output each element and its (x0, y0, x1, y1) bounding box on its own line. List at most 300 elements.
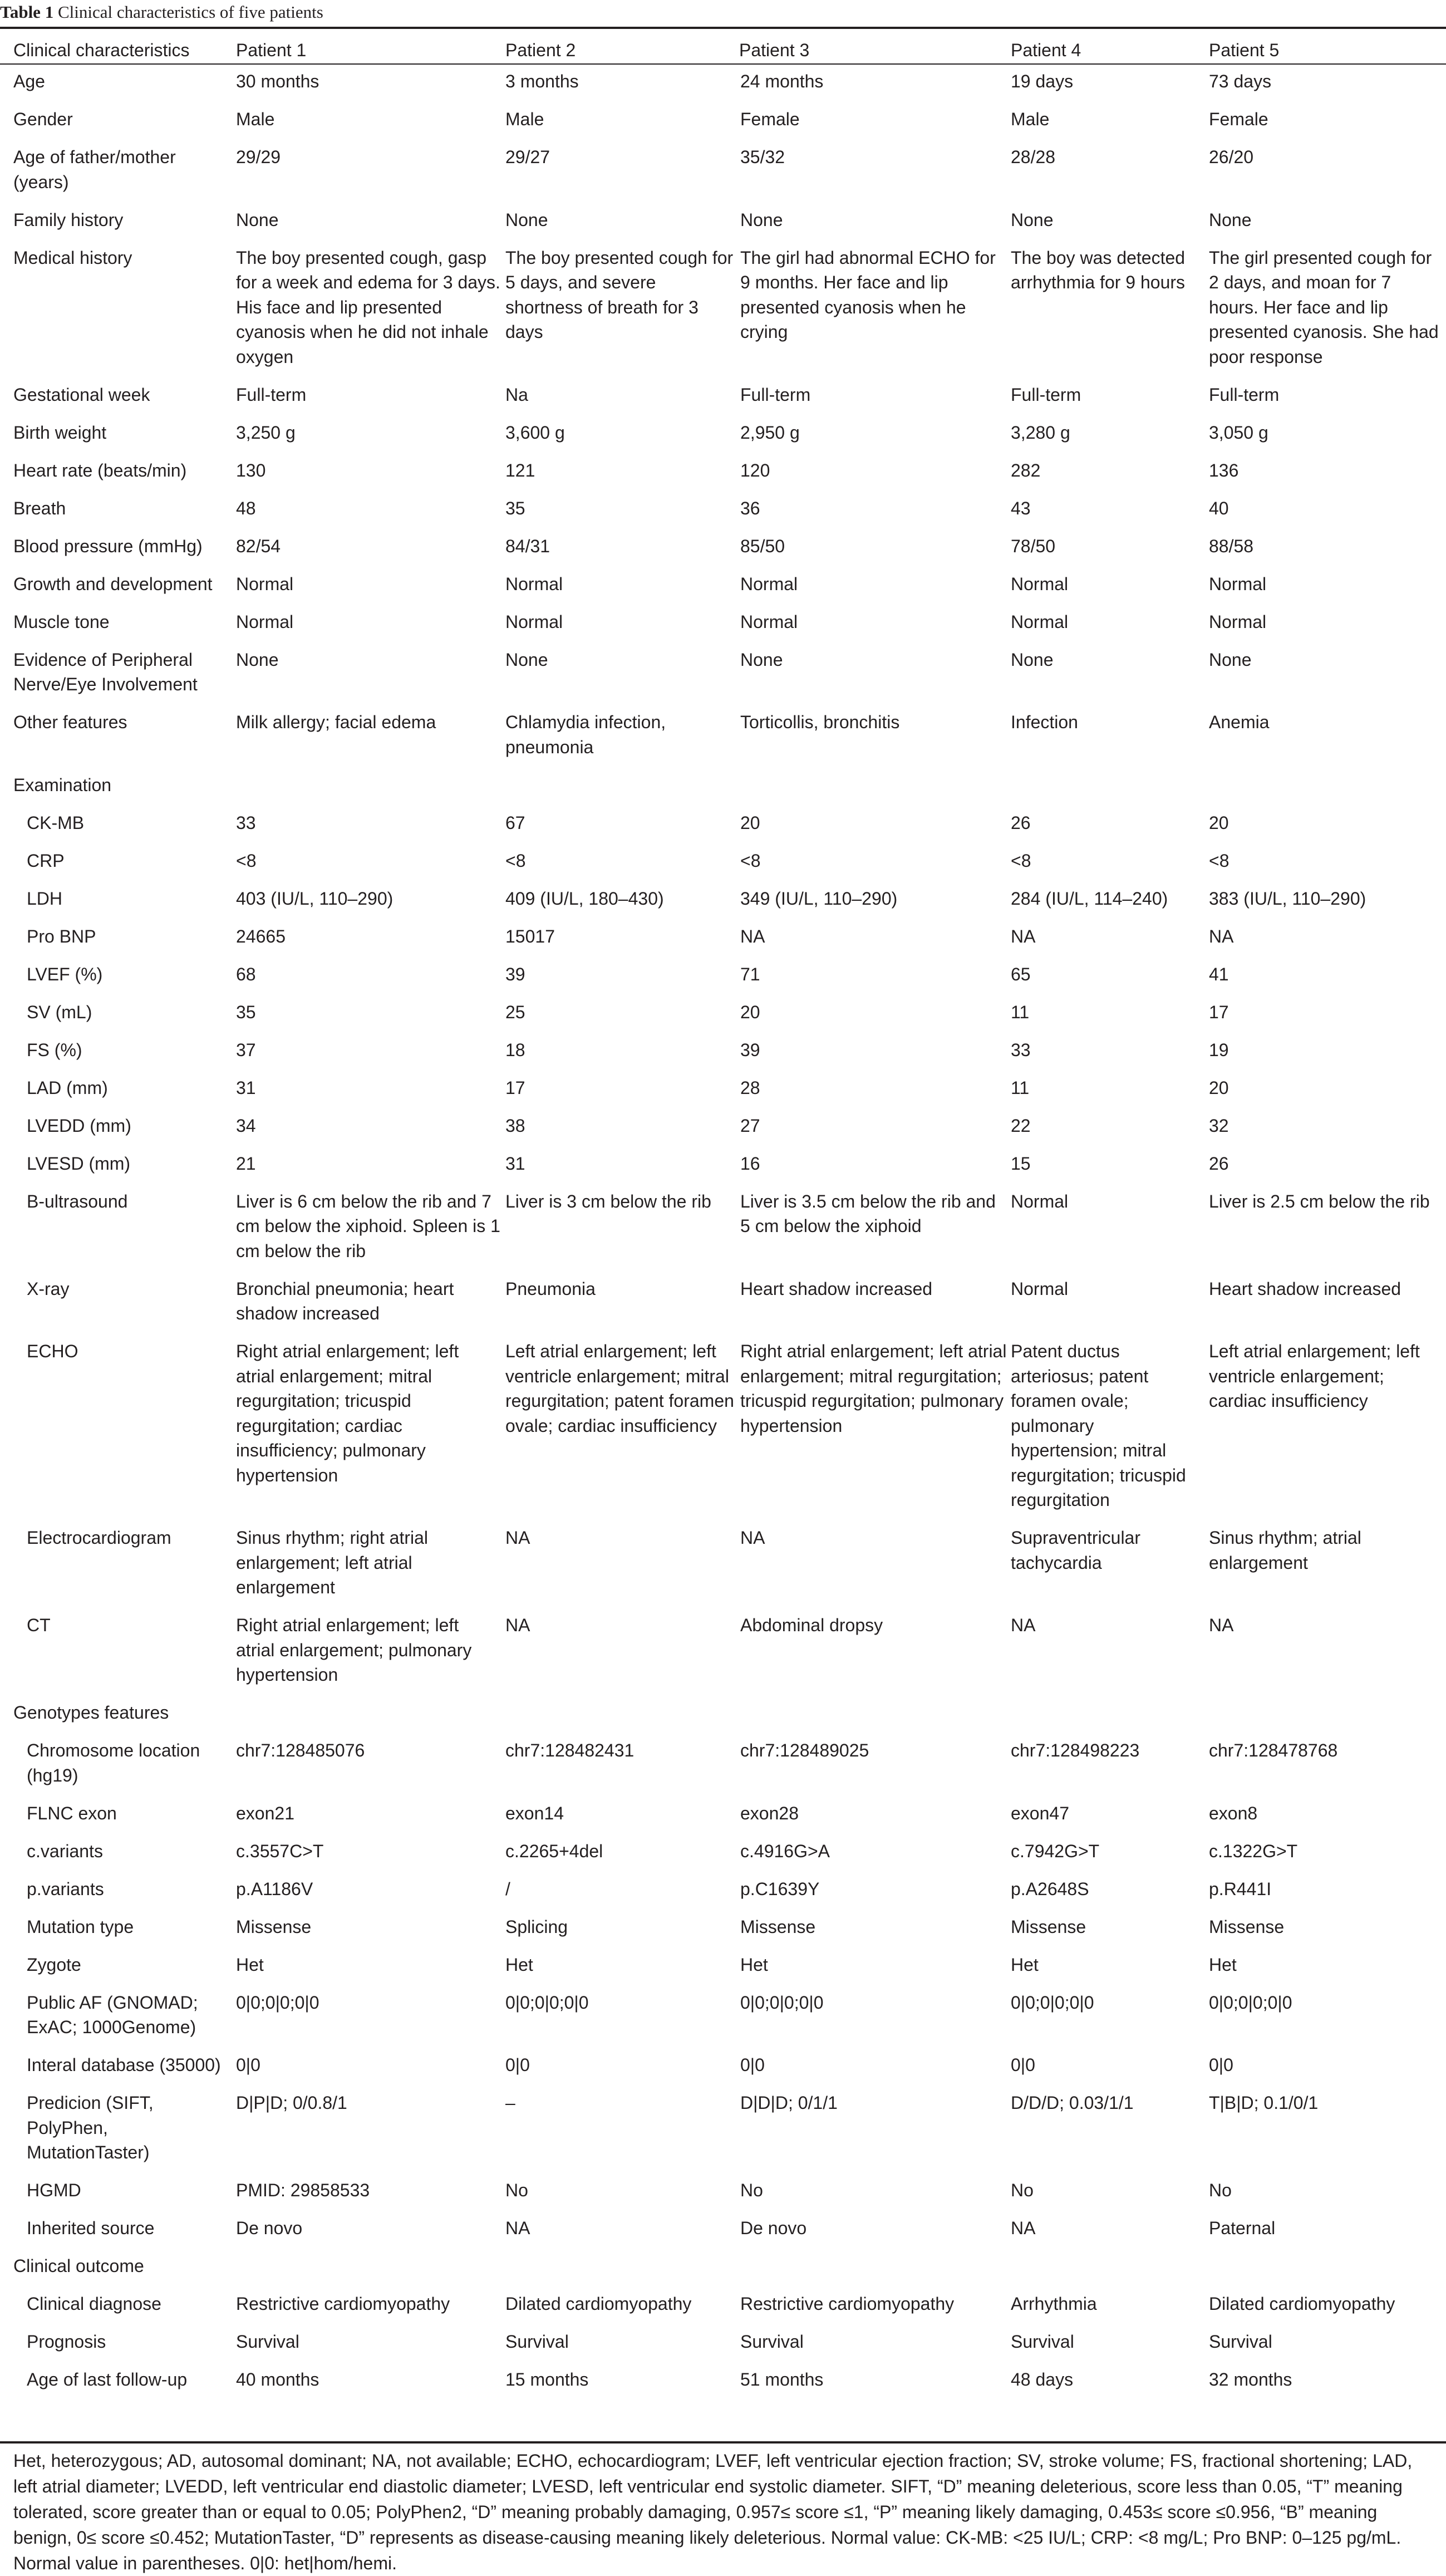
table-row (0, 1877, 1446, 1915)
cell-patient-5: None (1209, 209, 1252, 230)
header-patient-5: Patient 5 (1209, 40, 1280, 60)
cell-patient-4: 28/28 (1011, 147, 1056, 167)
cell-patient-2: Male (505, 109, 544, 129)
row-label: p.variants (27, 1878, 104, 1899)
cell-patient-2: 35 (505, 498, 525, 518)
top-rule (0, 27, 1446, 29)
bottom-rule (0, 2441, 1446, 2443)
cell-patient-3: None (740, 209, 783, 230)
cell-patient-2: 409 (IU/L, 180–430) (505, 888, 664, 909)
cell-patient-3: 0|0 (740, 2055, 765, 2075)
cell-patient-5: 383 (IU/L, 110–290) (1209, 888, 1366, 909)
cell-patient-2: c.2265+4del (505, 1841, 603, 1861)
table-row (0, 1738, 1446, 1801)
row-label: X-ray (27, 1278, 70, 1299)
table-row (0, 886, 1446, 924)
table-row (0, 647, 1446, 710)
cell-patient-3: 20 (740, 1002, 760, 1022)
cell-patient-4: 22 (1011, 1115, 1031, 1136)
row-label: Family history (13, 209, 124, 230)
cell-patient-1: 82/54 (236, 536, 281, 556)
cell-patient-4: Full-term (1011, 384, 1081, 405)
cell-patient-1: 403 (IU/L, 110–290) (236, 888, 394, 909)
row-label: CRP (27, 850, 65, 871)
table-row (0, 1038, 1446, 1076)
cell-patient-3 (739, 2254, 1011, 2292)
cell-patient-5: 20 (1209, 812, 1229, 833)
cell-patient-1: exon21 (236, 1803, 294, 1823)
cell-patient-5: Liver is 2.5 cm below the rib (1209, 1191, 1430, 1211)
row-label: CT (27, 1615, 51, 1635)
cell-patient-1: Survival (236, 2332, 299, 2352)
table-row (0, 1113, 1446, 1151)
cell-patient-3: Normal (740, 611, 798, 632)
cell-patient-2: NA (505, 1528, 530, 1548)
cell-patient-3: Het (740, 1954, 768, 1975)
cell-patient-5: 0|0 (1209, 2055, 1233, 2075)
cell-patient-1: Normal (236, 611, 294, 632)
cell-patient-2: 0|0 (505, 2055, 530, 2075)
cell-patient-1: None (236, 209, 279, 230)
cell-patient-5: Normal (1209, 611, 1267, 632)
row-label: Gestational week (13, 384, 150, 405)
cell-patient-4: Het (1011, 1954, 1039, 1975)
cell-patient-2 (505, 1700, 739, 1738)
table-row (0, 962, 1446, 1000)
cell-patient-1: 0|0;0|0;0|0 (236, 1992, 319, 2013)
table-row (0, 145, 1446, 208)
cell-patient-1: 3,250 g (236, 422, 296, 443)
cell-patient-3: Right atrial enlargement; left atrial enlargement; mitral regurgitation; tricuspid regurgitation; pulmonary hypertension (740, 1341, 1007, 1436)
cell-patient-4: 65 (1011, 964, 1031, 984)
cell-patient-5: 88/58 (1209, 536, 1254, 556)
row-label: Evidence of Peripheral Nerve/Eye Involvement (13, 649, 198, 694)
cell-patient-2: Liver is 3 cm below the rib (505, 1191, 711, 1211)
cell-patient-1: Missense (236, 1916, 312, 1937)
cell-patient-3 (739, 773, 1011, 811)
cell-patient-4: 284 (IU/L, 114–240) (1011, 888, 1168, 909)
cell-patient-5: 32 (1209, 1115, 1229, 1136)
section-row (0, 2254, 1446, 2292)
row-label: Age of father/mother (years) (13, 147, 176, 192)
table-row (0, 1277, 1446, 1339)
cell-patient-4: 33 (1011, 1039, 1031, 1060)
cell-patient-1: 40 months (236, 2369, 319, 2389)
row-label: c.variants (27, 1841, 103, 1861)
table-row (0, 1990, 1446, 2053)
cell-patient-1: PMID: 29858533 (236, 2180, 370, 2200)
cell-patient-2: Splicing (505, 1916, 568, 1937)
cell-patient-5: Anemia (1209, 712, 1270, 732)
cell-patient-2: 15 months (505, 2369, 589, 2389)
cell-patient-4: Normal (1011, 1191, 1069, 1211)
section-label: Genotypes features (13, 1702, 169, 1723)
row-label: Zygote (27, 1954, 81, 1975)
table-row (0, 208, 1446, 246)
cell-patient-2: None (505, 649, 548, 670)
cell-patient-3: chr7:128489025 (740, 1740, 869, 1760)
row-label: Blood pressure (mmHg) (13, 536, 203, 556)
table-row (0, 1000, 1446, 1038)
cell-patient-2: NA (505, 2218, 530, 2238)
cell-patient-1: Restrictive cardiomyopathy (236, 2294, 450, 2314)
cell-patient-5: Full-term (1209, 384, 1280, 405)
cell-patient-4: Infection (1011, 712, 1078, 732)
cell-patient-2: 31 (505, 1153, 525, 1174)
table-row (0, 2178, 1446, 2216)
table-row (0, 382, 1446, 420)
row-label: LVEDD (mm) (27, 1115, 131, 1136)
table-row (0, 710, 1446, 773)
cell-patient-3: 85/50 (740, 536, 785, 556)
cell-patient-3: 349 (IU/L, 110–290) (740, 888, 898, 909)
row-label: LAD (mm) (27, 1077, 108, 1098)
cell-patient-4: 3,280 g (1011, 422, 1070, 443)
cell-patient-5: Het (1209, 1954, 1237, 1975)
cell-patient-3: p.C1639Y (740, 1878, 820, 1899)
cell-patient-1: 48 (236, 498, 256, 518)
cell-patient-5: Sinus rhythm; atrial enlargement (1209, 1528, 1361, 1573)
table-row (0, 1839, 1446, 1877)
table-row (0, 924, 1446, 962)
table-row (0, 572, 1446, 610)
row-label: FS (%) (27, 1039, 82, 1060)
cell-patient-5: 136 (1209, 460, 1239, 480)
header-patient-1: Patient 1 (236, 40, 307, 60)
header-rule (0, 63, 1446, 65)
cell-patient-1: 33 (236, 812, 256, 833)
cell-patient-5: 3,050 g (1209, 422, 1268, 443)
cell-patient-4: Male (1011, 109, 1050, 129)
cell-patient-4 (1011, 2254, 1209, 2292)
cell-patient-3: 36 (740, 498, 760, 518)
cell-patient-1: Right atrial enlargement; left atrial enlargement; mitral regurgitation; tricuspid regurgitation; cardiac insufficiency; pulmonary hypertension (236, 1341, 459, 1485)
header-patient-3: Patient 3 (739, 40, 810, 60)
cell-patient-2: Left atrial enlargement; left ventricle enlargement; mitral regurgitation; patent foramen ovale; cardiac insufficiency (505, 1341, 734, 1436)
cell-patient-5: 17 (1209, 1002, 1229, 1022)
cell-patient-5: Paternal (1209, 2218, 1276, 2238)
table-label: Table 1 (0, 2, 54, 22)
cell-patient-2: Normal (505, 573, 563, 594)
row-label: SV (mL) (27, 1002, 92, 1022)
section-label: Clinical outcome (13, 2256, 144, 2276)
cell-patient-5: chr7:128478768 (1209, 1740, 1338, 1760)
section-row (0, 1700, 1446, 1738)
table-row (0, 420, 1446, 458)
cell-patient-4: Survival (1011, 2332, 1074, 2352)
cell-patient-2: exon14 (505, 1803, 564, 1823)
cell-patient-5: The girl presented cough for 2 days, and moan for 7 hours. Her face and lip presented cyanosis. She had poor response (1209, 247, 1439, 367)
cell-patient-2: None (505, 209, 548, 230)
cell-patient-5: <8 (1209, 850, 1229, 871)
cell-patient-1: Bronchial pneumonia; heart shadow increased (236, 1278, 454, 1323)
cell-patient-3: Abdominal dropsy (740, 1615, 883, 1635)
row-label: HGMD (27, 2180, 81, 2200)
cell-patient-5: Missense (1209, 1916, 1285, 1937)
table-row (0, 1525, 1446, 1613)
cell-patient-3: Liver is 3.5 cm below the rib and 5 cm below the xiphoid (740, 1191, 996, 1236)
cell-patient-1: 35 (236, 1002, 256, 1022)
cell-patient-2: / (505, 1878, 510, 1899)
cell-patient-2: Pneumonia (505, 1278, 596, 1299)
cell-patient-3: Full-term (740, 384, 811, 405)
cell-patient-1: The boy presented cough, gasp for a week and edema for 3 days. His face and lip presented cyanosis when he did not inhale oxygen (236, 247, 500, 367)
cell-patient-4: 11 (1011, 1077, 1030, 1098)
cell-patient-3: D|D|D; 0/1/1 (740, 2093, 838, 2113)
table-row (0, 610, 1446, 647)
section-label: Examination (13, 774, 112, 795)
cell-patient-2: Dilated cardiomyopathy (505, 2294, 692, 2314)
cell-patient-2: 121 (505, 460, 535, 480)
cell-patient-4: Arrhythmia (1011, 2294, 1097, 2314)
cell-patient-5: 26/20 (1209, 147, 1254, 167)
cell-patient-5: 40 (1209, 498, 1229, 518)
cell-patient-3: 27 (740, 1115, 760, 1136)
cell-patient-5: 26 (1209, 1153, 1229, 1174)
cell-patient-1: Male (236, 109, 275, 129)
cell-patient-4: NA (1011, 926, 1036, 946)
cell-patient-2: 84/31 (505, 536, 550, 556)
cell-patient-3: Survival (740, 2332, 804, 2352)
row-label: Gender (13, 109, 73, 129)
cell-patient-4: <8 (1011, 850, 1031, 871)
table-row (0, 811, 1446, 848)
cell-patient-1: 24665 (236, 926, 286, 946)
row-label: LVEF (%) (27, 964, 103, 984)
cell-patient-5: p.R441I (1209, 1878, 1272, 1899)
cell-patient-3: Heart shadow increased (740, 1278, 933, 1299)
cell-patient-5: exon8 (1209, 1803, 1258, 1823)
row-label: ECHO (27, 1341, 78, 1361)
cell-patient-4: D/D/D; 0.03/1/1 (1011, 2093, 1134, 2113)
cell-patient-2: NA (505, 1615, 530, 1635)
table-row (0, 2216, 1446, 2254)
cell-patient-2: 29/27 (505, 147, 550, 167)
table-row (0, 2367, 1446, 2405)
cell-patient-2: 38 (505, 1115, 525, 1136)
cell-patient-4: Supraventricular tachycardia (1011, 1528, 1140, 1573)
cell-patient-5: T|B|D; 0.1/0/1 (1209, 2093, 1319, 2113)
table-row (0, 848, 1446, 886)
cell-patient-1: 31 (236, 1077, 256, 1098)
row-label: Pro BNP (27, 926, 96, 946)
cell-patient-5: 19 (1209, 1039, 1229, 1060)
cell-patient-3: <8 (740, 850, 761, 871)
cell-patient-4: p.A2648S (1011, 1878, 1089, 1899)
cell-patient-5: 0|0;0|0;0|0 (1209, 1992, 1292, 2013)
cell-patient-4: Patent ductus arteriosus; patent foramen ovale; pulmonary hypertension; mitral regurgitation; tricuspid regurgitation (1011, 1341, 1186, 1510)
cell-patient-4: NA (1011, 2218, 1036, 2238)
cell-patient-1: Liver is 6 cm below the rib and 7 cm below the xiphoid. Spleen is 1 cm below the rib (236, 1191, 500, 1261)
cell-patient-1: Right atrial enlargement; left atrial enlargement; pulmonary hypertension (236, 1615, 472, 1685)
cell-patient-1: Sinus rhythm; right atrial enlargement; left atrial enlargement (236, 1528, 429, 1597)
cell-patient-2: Na (505, 384, 528, 405)
table-row (0, 2091, 1446, 2178)
table-row (0, 2329, 1446, 2367)
row-label: Clinical diagnose (27, 2294, 161, 2314)
cell-patient-4: 15 (1011, 1153, 1031, 1174)
table-row (0, 1189, 1446, 1277)
cell-patient-4: None (1011, 209, 1054, 230)
row-label: Public AF (GNOMAD; ExAC; 1000Genome) (27, 1992, 198, 2037)
cell-patient-3: 51 months (740, 2369, 824, 2389)
cell-patient-2: <8 (505, 850, 526, 871)
cell-patient-5: Normal (1209, 573, 1267, 594)
table-row (0, 2292, 1446, 2329)
cell-patient-5: 20 (1209, 1077, 1229, 1098)
cell-patient-3: None (740, 649, 783, 670)
cell-patient-4: Normal (1011, 611, 1069, 632)
row-label: Birth weight (13, 422, 107, 443)
cell-patient-3: exon28 (740, 1803, 799, 1823)
cell-patient-2: 18 (505, 1039, 525, 1060)
cell-patient-4 (1011, 1700, 1209, 1738)
cell-patient-1: De novo (236, 2218, 303, 2238)
cell-patient-3 (739, 1700, 1011, 1738)
table-row (0, 1952, 1446, 1990)
cell-patient-5 (1209, 773, 1446, 811)
cell-patient-4: The boy was detected arrhythmia for 9 hours (1011, 247, 1186, 292)
cell-patient-2: chr7:128482431 (505, 1740, 635, 1760)
cell-patient-4: 11 (1011, 1002, 1030, 1022)
cell-patient-3: 39 (740, 1039, 760, 1060)
cell-patient-4: 19 days (1011, 71, 1074, 91)
table-row (0, 1915, 1446, 1952)
clinical-table (0, 67, 1446, 2405)
cell-patient-1 (235, 1700, 505, 1738)
cell-patient-2: No (505, 2180, 528, 2200)
cell-patient-5 (1209, 2254, 1446, 2292)
cell-patient-2: Het (505, 1954, 533, 1975)
cell-patient-4: 78/50 (1011, 536, 1056, 556)
cell-patient-3: 28 (740, 1077, 760, 1098)
cell-patient-4: 0|0;0|0;0|0 (1011, 1992, 1094, 2013)
cell-patient-1: 29/29 (236, 147, 281, 167)
cell-patient-3: 20 (740, 812, 760, 833)
table-row (0, 458, 1446, 496)
table-row (0, 1613, 1446, 1700)
row-label: Breath (13, 498, 66, 518)
cell-patient-3: The girl had abnormal ECHO for 9 months. Her face and lip presented cyanosis when he crying (740, 247, 996, 342)
cell-patient-1: 34 (236, 1115, 256, 1136)
row-label: Heart rate (beats/min) (13, 460, 187, 480)
cell-patient-3: 120 (740, 460, 770, 480)
cell-patient-5 (1209, 1700, 1446, 1738)
cell-patient-3: Restrictive cardiomyopathy (740, 2294, 955, 2314)
cell-patient-2: Survival (505, 2332, 569, 2352)
cell-patient-1: D|P|D; 0/0.8/1 (236, 2093, 347, 2113)
row-label: B-ultrasound (27, 1191, 128, 1211)
cell-patient-3: c.4916G>A (740, 1841, 830, 1861)
cell-patient-3: 0|0;0|0;0|0 (740, 1992, 824, 2013)
cell-patient-4: 48 days (1011, 2369, 1074, 2389)
table-footnote: Het, heterozygous; AD, autosomal dominant; NA, not available; ECHO, echocardiogram; LVEF, left ventricular ejection fraction; SV, stroke volume; FS, fractional shortening; LAD, left atrial diameter; LVEDD, left ventricular end diastolic diameter; LVESD, left ventricular end systolic diameter. SIFT, “D” meaning deleterious, score less than 0.05, “T” meaning tolerated, score greater than or equal to 0.05; PolyPhen2, “D” meaning probably damaging, 0.957≤ score ≤1, “P” meaning likely damaging, 0.453≤ score ≤0.956, “B” meaning benign, 0≤ score ≤0.452; MutationTaster, “D” represents as disease-causing meaning likely deleterious. Normal value: CK-MB: <25 IU/L; CRP: <8 mg/L; Pro BNP: 0–125 pg/mL. Normal value in parentheses. 0|0: het|hom/hemi. (13, 2451, 1413, 2573)
cell-patient-2: 39 (505, 964, 525, 984)
cell-patient-2: 67 (505, 812, 525, 833)
cell-patient-5: NA (1209, 926, 1234, 946)
table-row (0, 1076, 1446, 1113)
cell-patient-3: Female (740, 109, 800, 129)
cell-patient-4: 0|0 (1011, 2055, 1035, 2075)
cell-patient-5: Left atrial enlargement; left ventricle enlargement; cardiac insufficiency (1209, 1341, 1420, 1411)
cell-patient-1: p.A1186V (236, 1878, 313, 1899)
cell-patient-1 (235, 2254, 505, 2292)
cell-patient-2: Normal (505, 611, 563, 632)
cell-patient-4: 282 (1011, 460, 1041, 480)
cell-patient-2: 0|0;0|0;0|0 (505, 1992, 589, 2013)
row-label: Other features (13, 712, 127, 732)
cell-patient-4: chr7:128498223 (1011, 1740, 1140, 1760)
cell-patient-5: Heart shadow increased (1209, 1278, 1401, 1299)
cell-patient-1: Normal (236, 573, 294, 594)
cell-patient-4: None (1011, 649, 1054, 670)
cell-patient-1: 130 (236, 460, 266, 480)
cell-patient-3: De novo (740, 2218, 807, 2238)
row-label: Medical history (13, 247, 132, 268)
table-row (0, 107, 1446, 145)
row-label: CK-MB (27, 812, 85, 833)
cell-patient-3: Normal (740, 573, 798, 594)
cell-patient-5: Dilated cardiomyopathy (1209, 2294, 1395, 2314)
cell-patient-3: 16 (740, 1153, 760, 1174)
cell-patient-1 (235, 773, 505, 811)
cell-patient-3: No (740, 2180, 763, 2200)
cell-patient-1: Het (236, 1954, 264, 1975)
cell-patient-2 (505, 2254, 739, 2292)
cell-patient-4: Normal (1011, 573, 1069, 594)
row-label: Mutation type (27, 1916, 134, 1937)
row-label: Chromosome location (hg19) (27, 1740, 200, 1785)
cell-patient-3: NA (740, 926, 765, 946)
header-patient-4: Patient 4 (1011, 40, 1081, 60)
cell-patient-2: The boy presented cough for 5 days, and severe shortness of breath for 3 days (505, 247, 734, 342)
row-label: Electrocardiogram (27, 1528, 171, 1548)
cell-patient-4: NA (1011, 1615, 1036, 1635)
cell-patient-5: 41 (1209, 964, 1229, 984)
cell-patient-1: c.3557C>T (236, 1841, 324, 1861)
cell-patient-4: 26 (1011, 812, 1031, 833)
cell-patient-2: 17 (505, 1077, 525, 1098)
cell-patient-5: 32 months (1209, 2369, 1292, 2389)
cell-patient-3: 71 (740, 964, 760, 984)
table-row (0, 496, 1446, 534)
cell-patient-5: None (1209, 649, 1252, 670)
cell-patient-3: NA (740, 1528, 765, 1548)
cell-patient-1: 0|0 (236, 2055, 260, 2075)
cell-patient-1: 37 (236, 1039, 256, 1060)
table-row (0, 67, 1446, 107)
row-label: Prognosis (27, 2332, 106, 2352)
cell-patient-5: c.1322G>T (1209, 1841, 1298, 1861)
cell-patient-3: Missense (740, 1916, 816, 1937)
cell-patient-4: No (1011, 2180, 1034, 2200)
cell-patient-4: Missense (1011, 1916, 1086, 1937)
table-row (0, 2053, 1446, 2091)
table-row (0, 534, 1446, 572)
header-patient-2: Patient 2 (505, 40, 576, 60)
cell-patient-2: 3 months (505, 71, 579, 91)
table-title: Clinical characteristics of five patients (57, 2, 323, 22)
row-label: Muscle tone (13, 611, 110, 632)
cell-patient-5: 73 days (1209, 71, 1272, 91)
cell-patient-1: None (236, 649, 279, 670)
table-row (0, 1801, 1446, 1839)
cell-patient-1: chr7:128485076 (236, 1740, 365, 1760)
table-header-row (0, 32, 1446, 61)
table-caption (0, 2, 323, 22)
header-clinical-characteristics: Clinical characteristics (13, 40, 190, 60)
table-row (0, 1151, 1446, 1189)
